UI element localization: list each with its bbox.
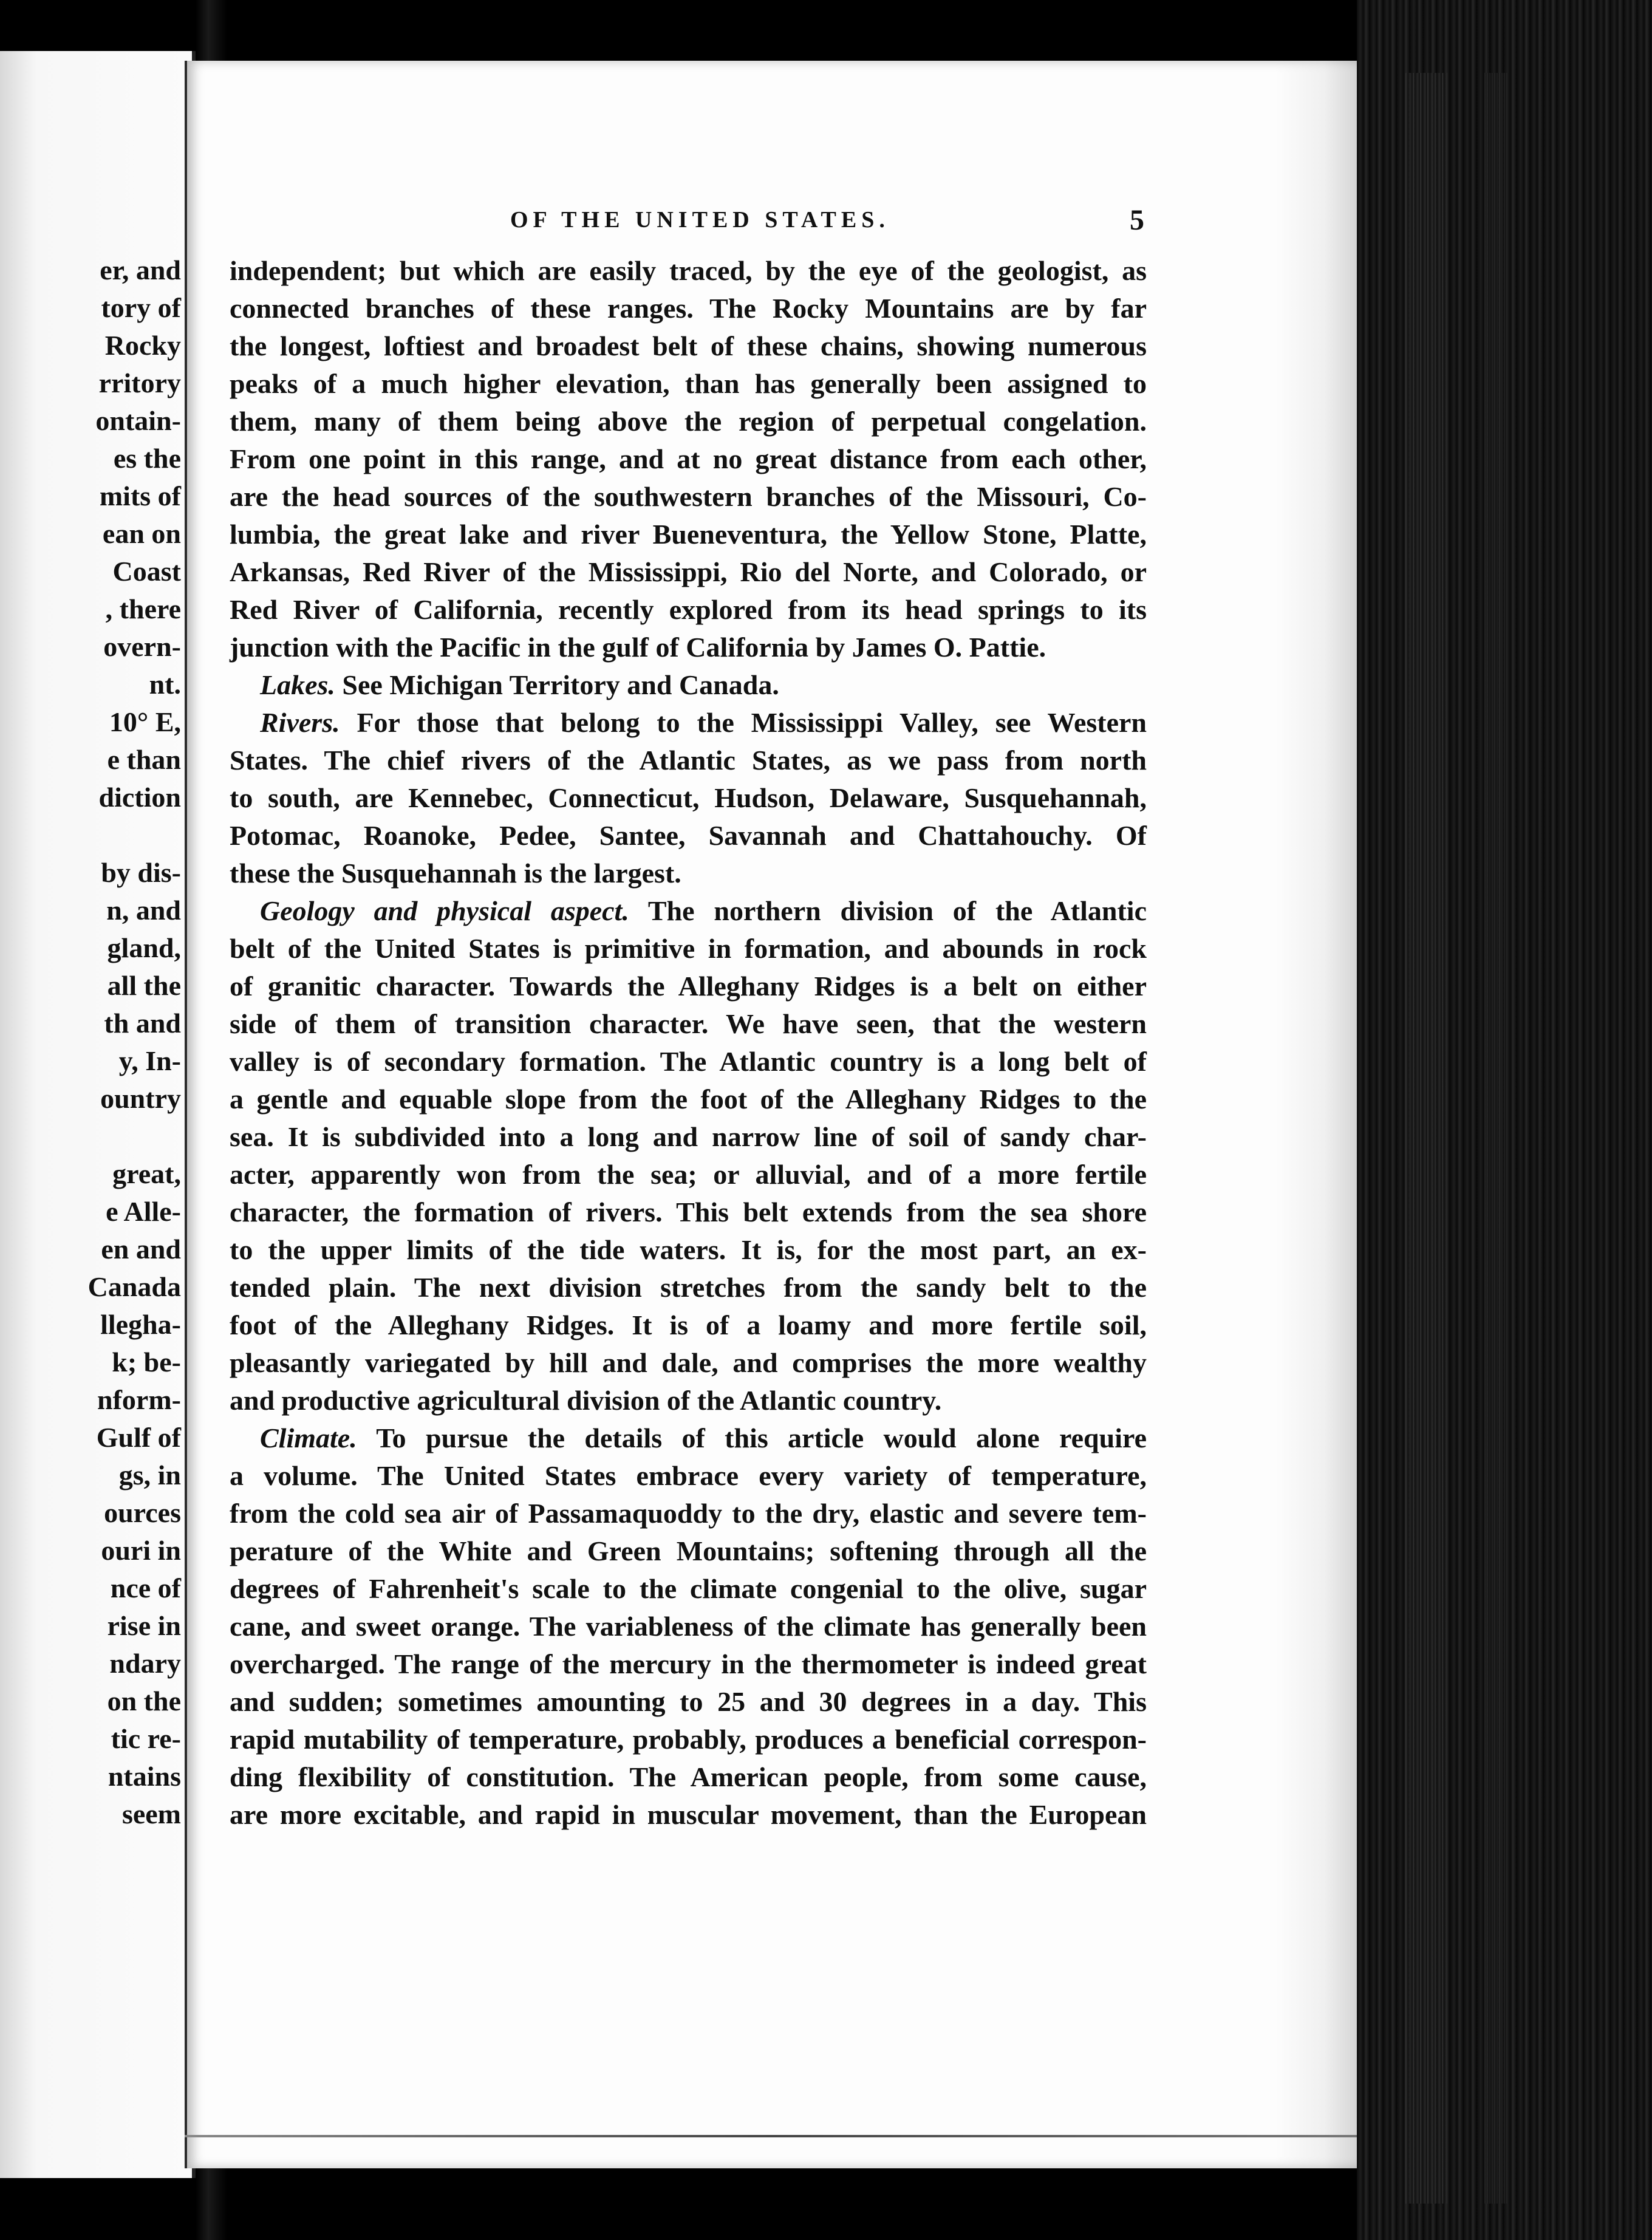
left-page-line: rritory xyxy=(98,367,181,398)
text-line: perature of the White and Green Mountains; softening through all the xyxy=(230,1535,1147,1566)
climate-paragraph-first-line xyxy=(230,1419,1147,1457)
climate-heading: Climate. xyxy=(260,1422,357,1453)
rivers-first-text: For those that belong to the Mississippi Valley, see Western xyxy=(357,707,1147,738)
text-line: a gentle and equable slope from the foot of the Alleghany Ridges to the xyxy=(230,1084,1147,1115)
geology-paragraph-first-line xyxy=(230,892,1147,930)
text-line: tended plain. The next division stretches from the sandy belt to the xyxy=(230,1272,1147,1303)
left-page-line: es the xyxy=(113,443,181,474)
text-line: connected branches of these ranges. The Rocky Mountains are by far xyxy=(230,293,1147,324)
text-line: cane, and sweet orange. The variableness of the climate has generally been xyxy=(230,1611,1147,1642)
text-line: them, many of them being above the region of perpetual congelation. xyxy=(230,406,1147,437)
text-line: peaks of a much higher elevation, than has generally been assigned to xyxy=(230,368,1147,399)
left-page-line: Canada xyxy=(87,1271,181,1302)
text-line: are more excitable, and rapid in muscular movement, than the European xyxy=(230,1799,1147,1830)
geology-heading: Geology and physical aspect. xyxy=(260,895,629,926)
left-page-line: by dis- xyxy=(101,857,181,888)
left-page-line: k; be- xyxy=(112,1347,181,1378)
running-header: OF THE UNITED STATES. xyxy=(510,207,890,233)
left-page-line: n, and xyxy=(106,895,181,926)
text-line: From one point in this range, and at no great distance from each other, xyxy=(230,443,1147,474)
text-line: pleasantly variegated by hill and dale, and comprises the more wealthy xyxy=(230,1347,1147,1378)
text-line: rapid mutability of temperature, probably, produces a beneficial correspon- xyxy=(230,1724,1147,1755)
left-page-line: tic re- xyxy=(111,1723,181,1754)
left-page-line: ources xyxy=(104,1497,181,1528)
left-page-line: 10° E, xyxy=(109,706,181,737)
text-line: and sudden; sometimes amounting to 25 and 30 degrees in a day. This xyxy=(230,1686,1147,1717)
left-page-line: e than xyxy=(107,744,181,775)
page-bottom-edge xyxy=(185,2135,1357,2137)
book-fore-edge xyxy=(1357,0,1652,2240)
text-line: acter, apparently won from the sea; or alluvial, and of a more fertile xyxy=(230,1159,1147,1190)
left-page-line: Gulf of xyxy=(96,1422,181,1453)
left-page-line: nform- xyxy=(97,1384,181,1415)
text-line: Potomac, Roanoke, Pedee, Santee, Savannah and Chattahouchy. Of xyxy=(230,820,1147,851)
text-line: Red River of California, recently explored from its head springs to its xyxy=(230,594,1147,625)
left-page-fragment xyxy=(0,51,196,2178)
left-page-line: Coast xyxy=(112,556,181,587)
text-line: to south, are Kennebec, Connecticut, Hudson, Delaware, Susquehannah, xyxy=(230,782,1147,813)
text-line: sea. It is subdivided into a long and narrow line of soil of sandy char- xyxy=(230,1121,1147,1152)
text-line: from the cold sea air of Passamaquoddy to the dry, elastic and severe tem- xyxy=(230,1498,1147,1529)
text-line: character, the formation of rivers. This belt extends from the sea shore xyxy=(230,1197,1147,1228)
left-page-line: nce of xyxy=(110,1572,181,1603)
left-page-line: gs, in xyxy=(118,1460,181,1490)
lakes-paragraph xyxy=(230,666,1147,704)
left-page-line: overn- xyxy=(103,631,181,662)
left-page-line: ntains xyxy=(108,1761,181,1792)
left-page-line: tory of xyxy=(101,292,181,323)
geology-first-text: The northern division of the Atlantic xyxy=(647,895,1147,926)
left-page-line: on the xyxy=(107,1685,181,1716)
left-page-line: ouri in xyxy=(101,1535,181,1566)
left-page-line: y, In- xyxy=(118,1045,181,1076)
fore-edge-band-2 xyxy=(1484,73,1509,2204)
left-page-line: ean on xyxy=(102,518,181,549)
lakes-heading: Lakes. xyxy=(260,669,335,700)
text-line: are the head sources of the southwestern branches of the Missouri, Co- xyxy=(230,481,1147,512)
left-page-line: en and xyxy=(101,1234,181,1265)
left-page-line: mits of xyxy=(99,480,181,511)
text-line: a volume. The United States embrace every variety of temperature, xyxy=(230,1460,1147,1491)
text-line: of granitic character. Towards the Alleghany Ridges is a belt on either xyxy=(230,971,1147,1002)
left-page-line: all the xyxy=(107,970,181,1001)
left-page-line: great, xyxy=(112,1158,181,1189)
left-page-line: e Alle- xyxy=(106,1196,181,1227)
rivers-paragraph-first-line xyxy=(230,704,1147,742)
fore-edge-band xyxy=(1405,73,1448,2204)
rivers-heading: Rivers. xyxy=(260,707,340,738)
text-line: ding flexibility of constitution. The American people, from some cause, xyxy=(230,1761,1147,1792)
text-line: foot of the Alleghany Ridges. It is of a loamy and more fertile soil, xyxy=(230,1310,1147,1340)
left-page-line: seem xyxy=(121,1798,181,1829)
text-line: to the upper limits of the tide waters. It is, for the most part, an ex- xyxy=(230,1234,1147,1265)
left-page-line: ontain- xyxy=(95,405,181,436)
page-curvature-shadow xyxy=(1275,61,1357,2168)
left-page-line: ndary xyxy=(109,1648,181,1679)
lakes-text: See Michigan Territory and Canada. xyxy=(342,669,779,700)
page-number: 5 xyxy=(1130,204,1144,236)
text-line: lumbia, the great lake and river Bueneventura, the Yellow Stone, Platte, xyxy=(230,519,1147,550)
left-page-line: rise in xyxy=(107,1610,181,1641)
text-line: independent; but which are easily traced, by the eye of the geologist, as xyxy=(230,255,1147,286)
text-line: these the Susquehannah is the largest. xyxy=(230,858,681,889)
text-line: belt of the United States is primitive in formation, and abounds in rock xyxy=(230,933,1147,964)
left-page-line: Rocky xyxy=(104,330,181,361)
left-page-line: diction xyxy=(98,782,181,813)
text-line: overcharged. The range of the mercury in the thermometer is indeed great xyxy=(230,1648,1147,1679)
climate-first-text: To pursue the details of this article would alone require xyxy=(376,1422,1147,1453)
text-line: valley is of secondary formation. The Atlantic country is a long belt of xyxy=(230,1046,1147,1077)
left-page-line: th and xyxy=(104,1008,181,1039)
text-line: Arkansas, Red River of the Mississippi, Rio del Norte, and Colorado, or xyxy=(230,556,1147,587)
text-line: the longest, loftiest and broadest belt of these chains, showing numerous xyxy=(230,330,1147,361)
left-page-line: er, and xyxy=(100,254,181,285)
text-line: junction with the Pacific in the gulf of California by James O. Pattie. xyxy=(230,632,1046,663)
left-page-line: llegha- xyxy=(100,1309,181,1340)
text-line: degrees of Fahrenheit's scale to the climate congenial to the olive, sugar xyxy=(230,1573,1147,1604)
left-page-line: gland, xyxy=(107,932,181,963)
left-page-line: ountry xyxy=(100,1083,181,1114)
text-line: side of them of transition character. We have seen, that the western xyxy=(230,1008,1147,1039)
left-page-line: nt. xyxy=(149,669,181,700)
left-page-line: , there xyxy=(105,593,181,624)
text-line: States. The chief rivers of the Atlantic States, as we pass from north xyxy=(230,745,1147,776)
text-line: and productive agricultural division of the Atlantic country. xyxy=(230,1385,942,1416)
